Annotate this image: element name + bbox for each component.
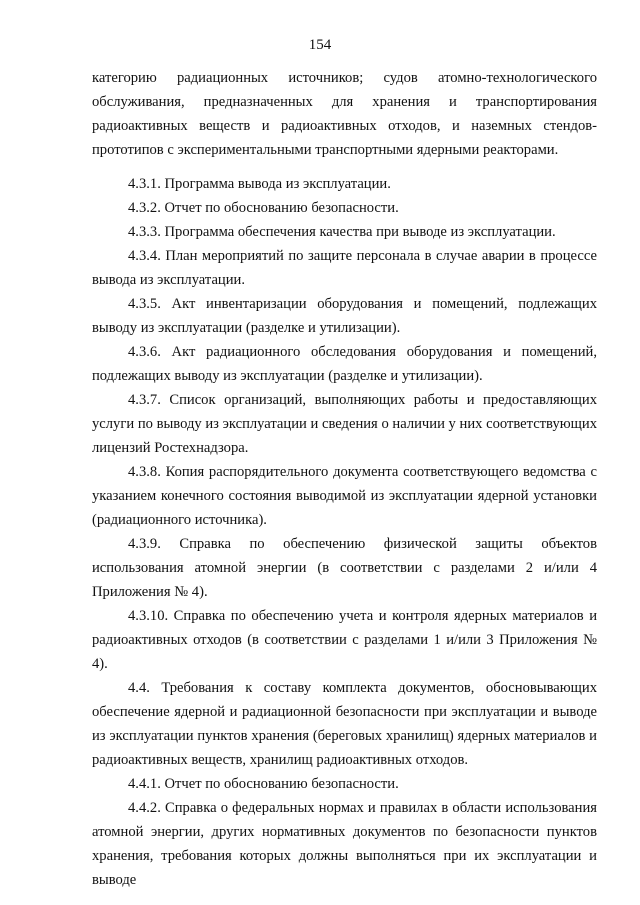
paragraph-4-3-4: 4.3.4. План мероприятий по защите персонала в случае аварии в процессе вывода из эксплуатации. [92,248,597,288]
paragraph-4-4: 4.4. Требования к составу комплекта документов, обосновывающих обеспечение ядерной и радиационной безопасности при эксплуатации и выводе из эксплуатации пунктов хранения (береговых хранилищ) ядерных материалов и радиоактивных веществ, хранилищ радиоактивных отходов. [92,680,597,768]
paragraph-4-3-10: 4.3.10. Справка по обеспечению учета и контроля ядерных материалов и радиоактивных отходов (в соответствии с разделами 1 и/или 3 Приложения № 4). [92,608,597,672]
paragraph-4-3-2: 4.3.2. Отчет по обоснованию безопасности. [128,200,399,216]
paragraph-4-3-7: 4.3.7. Список организаций, выполняющих работы и предоставляющих услуги по выводу из эксплуатации и сведения о наличии у них соответствующих лицензий Ростехнадзора. [92,392,597,456]
paragraph-4-3-8: 4.3.8. Копия распорядительного документа соответствующего ведомства с указанием конечного состояния выводимой из эксплуатации ядерной установки (радиационного источника). [92,464,597,528]
paragraph-4-3-5: 4.3.5. Акт инвентаризации оборудования и помещений, подлежащих выводу из эксплуатации (разделке и утилизации). [92,296,597,336]
paragraph-4-3-9: 4.3.9. Справка по обеспечению физической защиты объектов использования атомной энергии (в соответствии с разделами 2 и/или 4 Приложения № 4). [92,536,597,600]
paragraph-4-4-1: 4.4.1. Отчет по обоснованию безопасности. [128,776,399,792]
paragraph-continuation: категорию радиационных источников; судов атомно-технологического обслуживания, предназначенных для хранения и транспортирования радиоактивных веществ и радиоактивных отходов, и наземных стендов-прототипов с экспериментальными транспортными ядерными реакторами. [92,70,597,158]
paragraph-4-4-2: 4.4.2. Справка о федеральных нормах и правилах в области использования атомной энергии, других нормативных документов по безопасности пунктов хранения, требования которых должны выполняться при их эксплуатации и выводе [92,800,597,888]
paragraph-4-3-3: 4.3.3. Программа обеспечения качества при выводе из эксплуатации. [128,224,556,240]
page-number: 154 [308,37,332,53]
paragraph-4-3-6: 4.3.6. Акт радиационного обследования оборудования и помещений, подлежащих выводу из эксплуатации (разделке и утилизации). [92,344,597,384]
document-body [92,66,597,892]
paragraph-4-3-1: 4.3.1. Программа вывода из эксплуатации. [128,176,391,192]
